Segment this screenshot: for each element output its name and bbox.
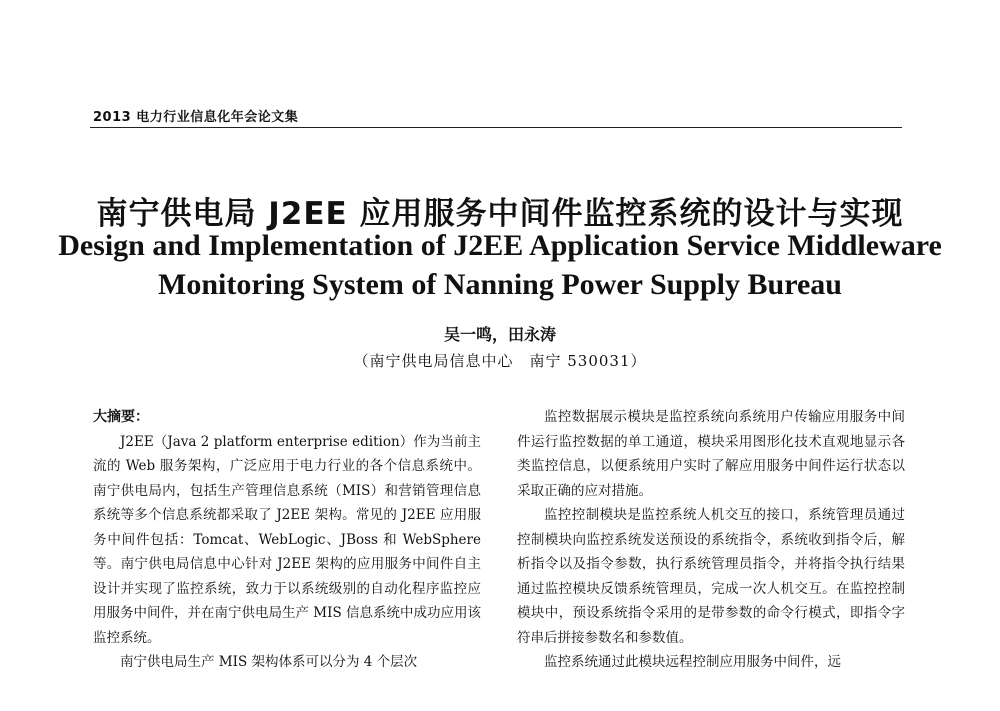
title-english-line2: Monitoring System of Nanning Power Supply Bureau bbox=[158, 268, 842, 301]
body-paragraph: 监控控制模块是监控系统人机交互的接口，系统管理员通过控制模块向监控系统发送预设的系统指令，系统收到指令后，解析指令以及指令参数，执行系统管理员指令，并将指令执行结果通过监控模块反馈系统管理员，完成一次人机交互。在监控控制模块中，预设系统指令采用的是带参数的命令行模式，即指令字符串后拼接参数名和参数值。 bbox=[517, 507, 905, 646]
abstract-label: 大摘要： bbox=[93, 409, 149, 425]
title-chinese: 南宁供电局 J2EE 应用服务中间件监控系统的设计与实现 bbox=[96, 196, 904, 232]
body-paragraph: 监控系统通过此模块远程控制应用服务中间件，远 bbox=[544, 654, 841, 670]
right-column bbox=[517, 405, 905, 675]
header-rule bbox=[90, 127, 902, 128]
title-english-line1: Design and Implementation of J2EE Application Service Middleware bbox=[58, 229, 942, 262]
affiliation: （南宁供电局信息中心 南宁 530031） bbox=[353, 352, 647, 370]
authors: 吴一鸣，田永涛 bbox=[443, 325, 556, 344]
body-paragraph: 南宁供电局生产 MIS 架构体系可以分为 4 个层次 bbox=[120, 654, 418, 670]
abstract-paragraph: J2EE（Java 2 platform enterprise edition）作为当前主流的 Web 服务架构，广泛应用于电力行业的各个信息系统中。南宁供电局内，包括生产管理信息系统（MIS）和营销管理信息系统等多个信息系统都采取了 J2EE 架构。常见的 J2EE 应用服务中间件包括：Tomcat、WebLogic、JBoss 和 WebSphere 等。南宁供电局信息中心针对 J2EE 架构的应用服务中间件自主设计并实现了监控系统，致力于以系统级别的自动化程序监控应用服务中间件，并在南宁供电局生产 MIS 信息系统中成功应用该监控系统。 bbox=[93, 433, 481, 646]
left-column bbox=[93, 405, 481, 675]
body-paragraph: 监控数据展示模块是监控系统向系统用户传输应用服务中间件运行监控数据的单工通道，模块采用图形化技术直观地显示各类监控信息，以便系统用户实时了解应用服务中间件运行状态以采取正确的应对措施。 bbox=[517, 409, 905, 499]
running-head: 2013 电力行业信息化年会论文集 bbox=[93, 110, 299, 125]
